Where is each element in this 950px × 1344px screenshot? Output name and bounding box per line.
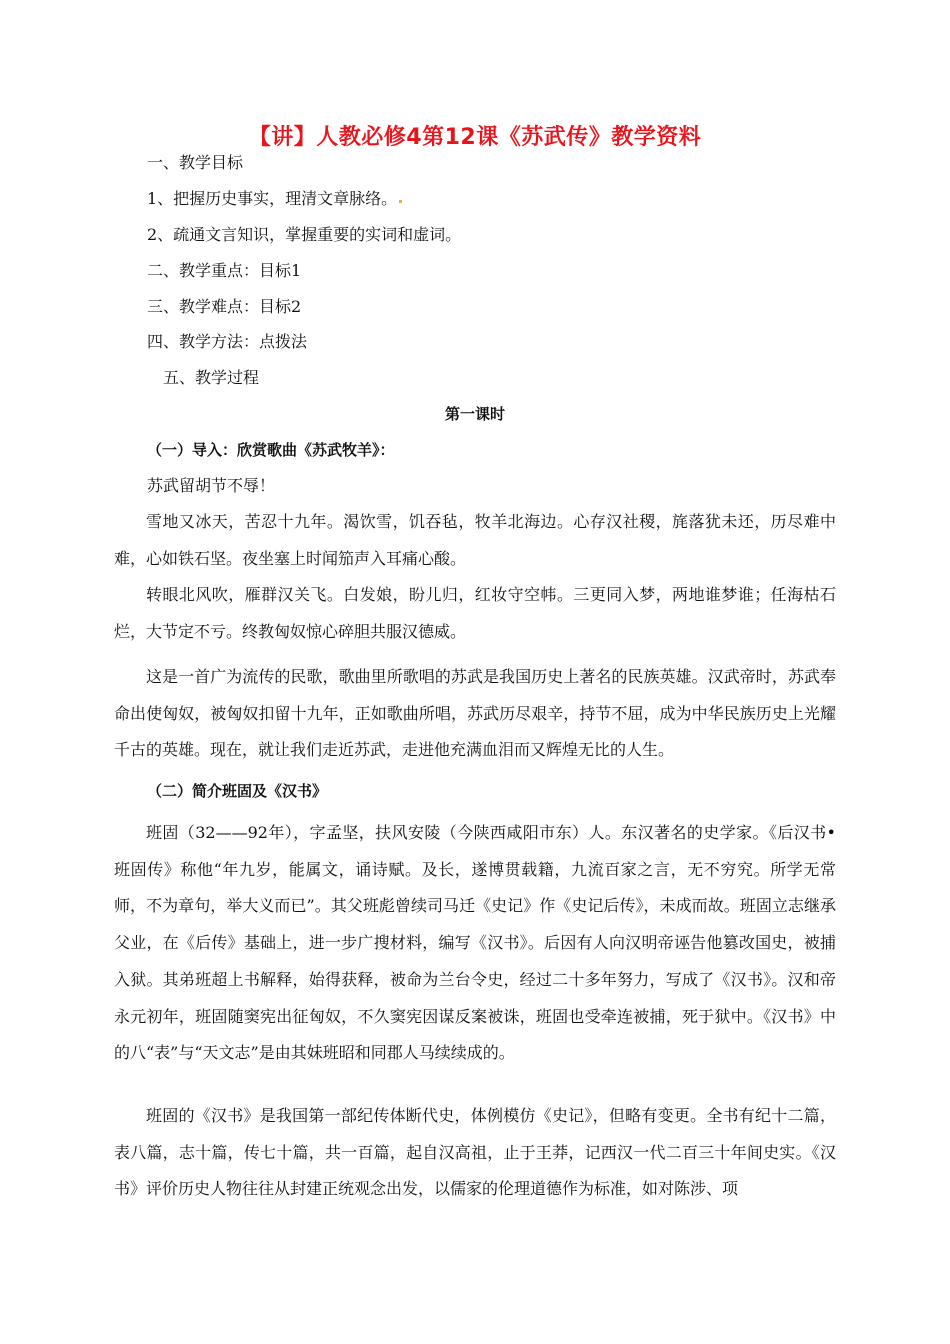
hanshu-paragraph: 班固的《汉书》是我国第一部纪传体断代史，体例模仿《史记》，但略有变更。全书有纪十二篇，表八篇，志十篇，传七十篇，共一百篇，起自汉高祖，止于王莽，记西汉一代二百三十年间史实。《汉书》评价历史人物往往从封建正统观念出发，以儒家的伦理道德作为标准，如对陈涉、项 (114, 1106, 836, 1199)
teaching-process: 五、教学过程 (163, 368, 260, 387)
section-2-heading: （二）简介班固及《汉书》 (147, 782, 328, 800)
goal-2: 2、疏通文言知识，掌握重要的实词和虚词。 (147, 225, 462, 244)
lesson-heading: 第一课时 (444, 405, 505, 423)
teaching-method: 四、教学方法：点拨法 (147, 332, 308, 351)
stray-dot-mark (399, 200, 402, 203)
lyrics-paragraph-1: 雪地又冰天，苦忍十九年。渴饮雪，饥吞毡，牧羊北海边。心存汉社稷，旄落犹未还，历尽难中难，心如铁石坚。夜坐塞上时闻笳声入耳痛心酸。 (114, 512, 836, 568)
lyrics-paragraph-2: 转眼北风吹，雁群汉关飞。白发娘，盼儿归，红妆守空帏。三更同入梦，两地谁梦谁；任海枯石烂，大节定不亏。终教匈奴惊心碎胆共服汉德威。 (114, 585, 836, 641)
bangu-paragraph: 班固（32——92年），字孟坚，扶风安陵（今陕西咸阳市东）人。东汉著名的史学家。《后汉书•班固传》称他“年九岁，能属文，诵诗赋。及长，遂博贯载籍，九流百家之言，无不穷究。所学无常师，不为章句，举大义而已”。其父班彪曾续司马迁《史记》作《史记后传》，未成而故。班固立志继承父业，在《后传》基础上，进一步广搜材料，编写《汉书》。后因有人向汉明帝诬告他篡改国史，被捕入狱。其弟班超上书解释，始得获释，被命为兰台令史，经过二十多年努力，写成了《汉书》。汉和帝永元初年，班固随窦宪出征匈奴，不久窦宪因谋反案被诛，班固也受牵连被捕，死于狱中。《汉书》中的八“表”与“天文志”是由其妹班昭和同郡人马续续成的。 (114, 823, 836, 1063)
opening-line: 苏武留胡节不辱！ (147, 476, 276, 495)
difficulty: 三、教学难点：目标2 (147, 297, 302, 316)
document-title: 【讲】人教必修4第12课《苏武传》教学资料 (248, 125, 702, 150)
section-1-heading: （一）导入：欣赏歌曲《苏武牧羊》： (147, 441, 395, 459)
intro-paragraph: 这是一首广为流传的民歌，歌曲里所歌唱的苏武是我国历史上著名的民族英雄。汉武帝时，苏武奉命出使匈奴，被匈奴扣留十九年，正如歌曲所唱，苏武历尽艰辛，持节不屈，成为中华民族历史上光耀千古的英雄。现在，就让我们走近苏武，走进他充满血泪而又辉煌无比的人生。 (114, 667, 836, 760)
goal-1-text: 1、把握历史事实，理清文章脉络。 (147, 189, 398, 208)
key-point: 二、教学重点：目标1 (147, 261, 302, 280)
goal-1 (147, 188, 402, 210)
goals-heading: 一、教学目标 (147, 153, 244, 172)
